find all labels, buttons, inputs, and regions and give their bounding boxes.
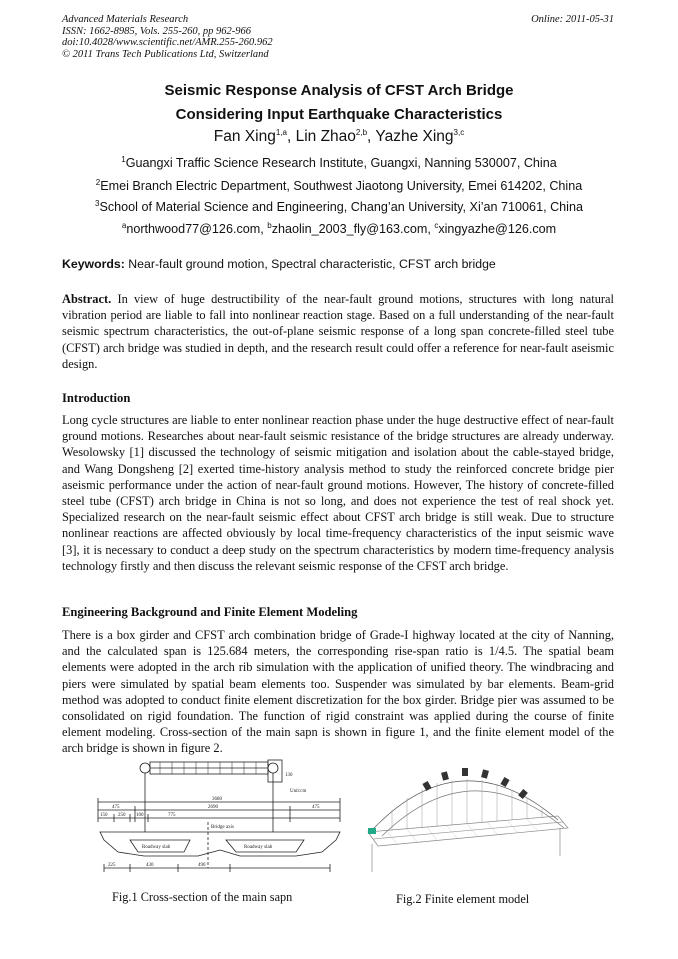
email-sup: c [434,220,439,230]
author-sup: 3,c [453,127,465,137]
dim-label: 430 [146,863,154,868]
email-link[interactable]: xingyazhe@126.com [438,222,557,236]
paper-title-line1: Seismic Response Analysis of CFST Arch Bridge [164,82,514,99]
dim-label: 2690 [208,805,218,810]
introduction-paragraph: Long cycle structures are liable to enter nonlinear reaction phase under the huge destructive effect of near-fault ground motions. Researches about near-fault seismic resistance of the bridge structures are already underway. Wesolowsky [1] discussed the technology of seismic mitigation and isolation about the cable-stayed bridge, and Wang Dongsheng [2] exerted time-history analysis method to study the reinforced concrete bridge pier aseismic performance under the action of near-fault ground motions. However, The history of concrete-filled steel tube (CFST) arch bridge in China is not so long, and does not experience the test of real shock yet. Specialized research on the near-fault seismic effect about CFST arch bridge is still weak. Due to structure nonlinear reactions are affected obviously by local time-frequency characteristics of the input seismic wave [3], it is necessary to conduct a deep study on the spectrum characteristics by modern time-frequency analysis technology firstly and then discuss the relevant seismic response of the CFST arch bridge. [62,413,614,573]
unit-label: Unit:cm [290,789,307,794]
dim-label: 490 [198,863,206,868]
affiliation-sup: 3 [95,198,100,208]
dim-label: 130 [285,773,293,778]
dim-label: 475 [112,805,120,810]
author-list: Fan Xing$^{1,a}$, Lin Zhao$^{2,b}$, Yazhe Xing$^{3,c}$ [213,127,465,145]
affiliation [40,200,638,214]
keywords-label: Keywords: [62,257,125,271]
figure-cross-section [90,756,350,884]
affiliation-text: School of Material Science and Engineering, Chang’an University, Xi’an 710061, China [99,200,583,214]
abstract-text: In view of huge destructibility of the near-fault ground motions, structures with long natural vibration period are liable to fall into nonlinear reaction stage. Based on a full understanding of the near-fault seismic spectrum characteristics, the out-of-plane seismic response of a long span concrete-filled steel tube (CFST) arch bridge was studied in depth, and the research result could offer a reference for near-fault aseismic design. [62,292,614,371]
email-sup: a [121,220,127,230]
author-sup: 2,b [355,127,368,137]
email-line: $^a$northwood77@126.com, $^b$zhaolin_2003_fly@163.com, $^c$xingyazhe@126.com [121,220,557,236]
axis-label: Bridge axis [211,825,234,830]
online-date: Online: 2011-05-31 [531,14,614,25]
affiliation-sup: 1 [121,154,126,164]
dim-label: 475 [312,805,320,810]
slab-note: Roadway slab [142,845,171,850]
author-name: Yazhe Xing [375,128,454,145]
section-heading-engineering: Engineering Background and Finite Element Modeling [62,605,358,619]
paper-title-line2: Considering Input Earthquake Characteristics [175,106,503,123]
figure-fe-model [362,762,572,880]
dim-label: 150 [100,813,108,818]
keywords-text: Near-fault ground motion, Spectral characteristic, CFST arch bridge [128,257,496,271]
copyright-line: © 2011 Trans Tech Publications Ltd, Switzerland [62,48,269,60]
dim-label: 775 [168,813,176,818]
dim-label: 3680 [212,797,222,802]
issn-line: ISSN: 1662-8985, Vols. 255-260, pp 962-966 [62,25,251,37]
abstract [62,291,614,372]
engineering-paragraph: There is a box girder and CFST arch combination bridge of Grade-I highway located at the city of Nanning, and the calculated span is 125.684 meters, the corresponding rise-span ratio is 1/4.5. The spatial beam elements were adopted in the arch rib simulation with the application of unified theory. The windbracing and piers were simulated by spatial beam elements too. Suspender was simulated by bar elements. Beam-grid method was adopted to conduct finite element discretization for the box girder. Bridge pier was assumed to be consolidated on rigid foundation. The function of rigid constraint was applied during the course of finite element modeling. Cross-section of the main sapn is shown in figure 1, and the finite element model of the arch bridge is shown in figure 2. [62,628,614,756]
email-link[interactable]: zhaolin_2003_fly@163.com [271,222,428,236]
figure2-caption: Fig.2 Finite element model [396,892,530,906]
keywords [62,257,614,271]
author-name: Fan Xing [213,128,276,145]
affiliation-text: Guangxi Traffic Science Research Institute, Guangxi, Nanning 530007, China [125,156,557,170]
running-header [62,14,614,60]
affiliation [40,156,638,170]
author-name: Lin Zhao [295,128,356,145]
doi-line: doi:10.4028/www.scientific.net/AMR.255-260.962 [62,37,273,48]
journal-name: Advanced Materials Research [62,14,189,25]
email-link[interactable]: northwood77@126.com [126,222,261,236]
dim-label: 225 [108,863,116,868]
affiliation [40,179,638,193]
figure1-caption: Fig.1 Cross-section of the main sapn [112,890,293,904]
slab-note: Roadway slab [244,845,273,850]
affiliation-text: Emei Branch Electric Department, Southwest Jiaotong University, Emei 614202, China [100,179,583,193]
abstract-label: Abstract. [62,292,112,306]
dim-label: 100 [136,813,144,818]
email-sup: b [267,220,272,230]
author-sup: 1,a [275,127,287,137]
affiliation-sup: 2 [95,177,101,187]
dim-label: 250 [118,813,126,818]
section-heading-introduction: Introduction [62,391,131,405]
